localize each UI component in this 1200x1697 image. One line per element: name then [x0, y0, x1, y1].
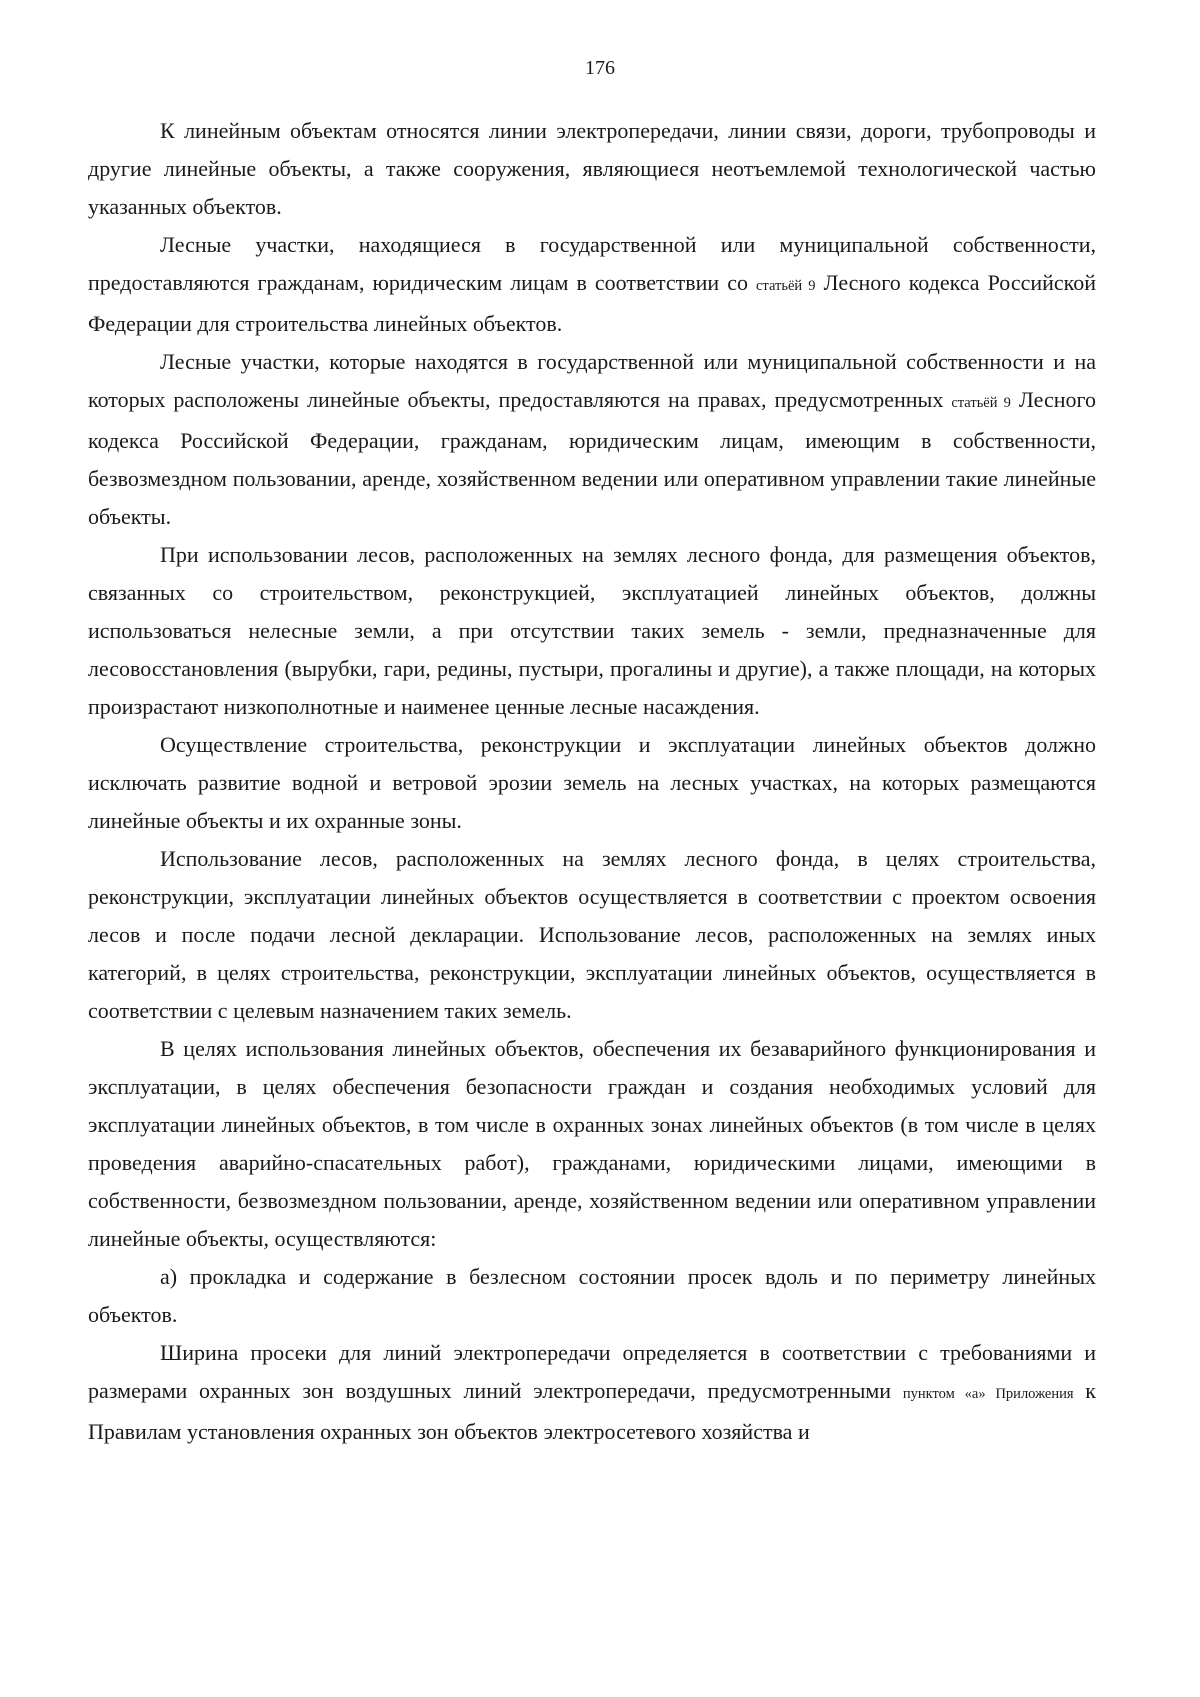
- paragraph-linear-objects-definition: [88, 112, 1096, 226]
- paragraph-land-use-rules: [88, 536, 1096, 726]
- page-number: 176: [585, 57, 615, 79]
- paragraph-text: Использование лесов, расположенных на землях лесного фонда, в целях строительства, реконструкции, эксплуатации линейных объектов осуществляется в соответствии с проектом освоения лесов и после подачи лесной декларации. Использование лесов, расположенных на землях иных категорий, в целях строительства, реконструкции, эксплуатации линейных объектов, осуществляется в соответствии с целевым назначением таких земель.: [88, 846, 1096, 1023]
- paragraph-text: Осуществление строительства, реконструкции и эксплуатации линейных объектов должно исключать развитие водной и ветровой эрозии земель на лесных участках, на которых размещаются линейные объекты и их охранные зоны.: [88, 732, 1096, 833]
- law-reference: пунктом «а» Приложения: [902, 1386, 1074, 1402]
- law-reference: статьёй 9: [756, 278, 816, 294]
- paragraph-text: Лесные участки, находящиеся в государственной или муниципальной собственности, предоставляются гражданам, юридическим лицам в соответствии со: [88, 232, 1096, 295]
- paragraph-text: Лесные участки, которые находятся в государственной или муниципальной собственности и на которых расположены линейные объекты, предоставляются на правах, предусмотренных: [88, 349, 1096, 412]
- paragraph-text: Лесного кодекса Российской Федерации для строительства линейных объектов.: [88, 270, 1096, 336]
- paragraph-text: к Правилам установления охранных зон объектов электросетевого хозяйства и: [88, 1378, 1096, 1444]
- paragraph-safety-purposes: [88, 1030, 1096, 1258]
- paragraph-item-a-clearings: [88, 1258, 1096, 1334]
- document-body: [88, 112, 1096, 1451]
- law-reference: статьёй 9: [951, 395, 1011, 411]
- paragraph-text: К линейным объектам относятся линии электропередачи, линии связи, дороги, трубопроводы и другие линейные объекты, а также сооружения, являющиеся неотъемлемой технологической частью указанных объектов.: [88, 118, 1096, 219]
- paragraph-clearing-width: [88, 1334, 1096, 1451]
- paragraph-erosion-prevention: [88, 726, 1096, 840]
- paragraph-text: Лесного кодекса Российской Федерации, гражданам, юридическим лицам, имеющим в собственности, безвозмездном пользовании, аренде, хозяйственном ведении или оперативном управлении такие линейные объекты.: [88, 387, 1096, 529]
- paragraph-forest-plots-provision: [88, 226, 1096, 343]
- paragraph-text: При использовании лесов, расположенных на землях лесного фонда, для размещения объектов, связанных со строительством, реконструкцией, эксплуатацией линейных объектов, должны использоваться нелесные земли, а при отсутствии таких земель - земли, предназначенные для лесовосстановления (вырубки, гари, редины, пустыри, прогалины и другие), а также площади, на которых произрастают низкополнотные и наименее ценные лесные насаждения.: [88, 542, 1096, 719]
- paragraph-text: Ширина просеки для линий электропередачи определяется в соответствии с требованиями и размерами охранных зон воздушных линий электропередачи, предусмотренными: [88, 1340, 1096, 1403]
- paragraph-forest-plots-rights: [88, 343, 1096, 536]
- paragraph-forest-use-declaration: [88, 840, 1096, 1030]
- paragraph-text: В целях использования линейных объектов, обеспечения их безаварийного функционирования и эксплуатации, в целях обеспечения безопасности граждан и создания необходимых условий для эксплуатации линейных объектов, в том числе в охранных зонах линейных объектов (в том числе в целях проведения аварийно-спасательных работ), гражданами, юридическими лицами, имеющими в собственности, безвозмездном пользовании, аренде, хозяйственном ведении или оперативном управлении линейные объекты, осуществляются:: [88, 1036, 1096, 1251]
- paragraph-text: а) прокладка и содержание в безлесном состоянии просек вдоль и по периметру линейных объектов.: [88, 1264, 1096, 1327]
